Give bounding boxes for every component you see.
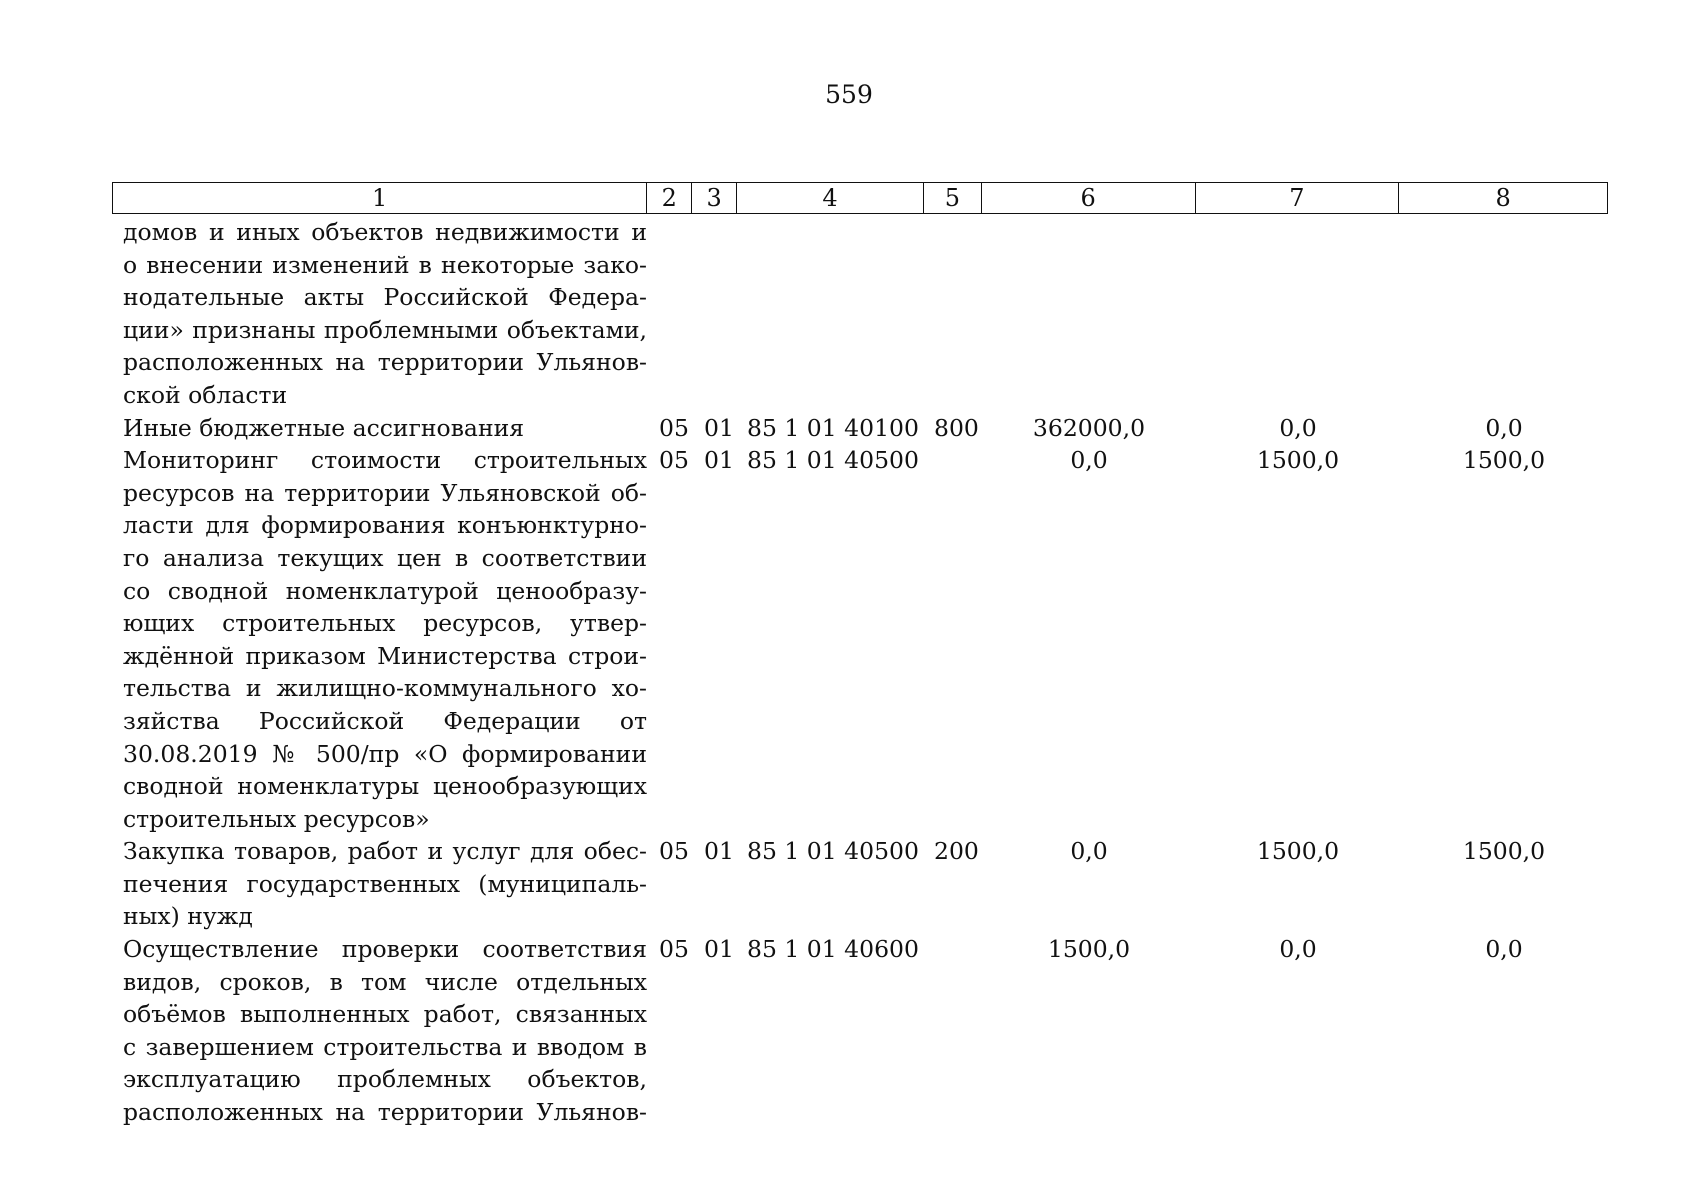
table-row [112, 835, 1608, 933]
subsection-code: 01 [704, 935, 734, 964]
expense-type-code: 200 [934, 837, 979, 866]
table-row [112, 933, 1608, 1129]
amount-col-8 [1400, 216, 1608, 412]
amount-col-8: 1500,0 [1462, 837, 1546, 866]
amount-col-7 [1196, 216, 1400, 412]
header-col-3: 3 [692, 183, 737, 213]
table-row [112, 412, 1608, 445]
description-line: ской области [123, 380, 288, 409]
section-code: 05 [659, 935, 689, 964]
description-line: ресурсов на территории Ульяновской об- [123, 478, 647, 507]
subsection-code [692, 216, 737, 412]
description-line: Закупка товаров, работ и услуг для обес- [123, 837, 647, 866]
description-line: расположенных на территории Ульянов- [123, 1098, 647, 1127]
description-line: го анализа текущих цен в соответствии [123, 543, 647, 572]
description-line: нодательные акты Российской Федера- [123, 283, 647, 312]
amount-col-6 [982, 216, 1196, 412]
description-line: объёмов выполненных работ, связанных [123, 1000, 647, 1029]
budget-table [112, 182, 1608, 1129]
amount-col-8: 0,0 [1485, 935, 1523, 964]
subsection-code: 01 [704, 446, 734, 475]
description-line: строительных ресурсов» [123, 804, 430, 833]
description-line: зяйства Российской Федерации от [123, 706, 647, 735]
target-article-code: 85 1 01 40100 [747, 413, 919, 442]
description-line: Осуществление проверки соответствия [123, 935, 647, 964]
subsection-code: 01 [704, 837, 734, 866]
description-line: домов и иных объектов недвижимости и [123, 218, 647, 246]
table-body [112, 216, 1608, 1129]
section-code: 05 [659, 413, 689, 442]
row-description [112, 216, 647, 412]
target-article-code: 85 1 01 40600 [747, 935, 919, 964]
amount-col-6: 0,0 [1070, 446, 1108, 475]
expense-type-code: 800 [934, 413, 979, 442]
description-line: расположенных на территории Ульянов- [123, 348, 647, 377]
header-col-7: 7 [1196, 183, 1400, 213]
expense-type-code [924, 216, 982, 412]
description-line: ции» признаны проблемными объектами, [123, 315, 647, 344]
amount-col-6: 0,0 [1070, 837, 1108, 866]
target-article-code: 85 1 01 40500 [747, 446, 919, 475]
section-code [647, 216, 692, 412]
description-line: со сводной номенклатурой ценообразу- [123, 576, 647, 605]
table-row [112, 216, 1608, 412]
description-line: ных) нужд [123, 902, 253, 931]
header-col-4: 4 [737, 183, 924, 213]
description-line: Мониторинг стоимости строительных [123, 446, 647, 475]
amount-col-8: 1500,0 [1462, 446, 1546, 475]
target-article-code [737, 216, 924, 412]
row-description [112, 444, 647, 835]
header-col-6: 6 [982, 183, 1196, 213]
amount-col-7: 0,0 [1279, 413, 1317, 442]
description-line: тельства и жилищно-коммунального хо- [123, 674, 647, 703]
row-description [112, 835, 647, 933]
description-line: эксплуатацию проблемных объектов, [123, 1065, 647, 1094]
description-line: о внесении изменений в некоторые зако- [123, 250, 647, 279]
section-code: 05 [659, 446, 689, 475]
description-line: 30.08.2019 № 500/пр «О формировании [123, 739, 647, 768]
header-col-5: 5 [924, 183, 982, 213]
table-row [112, 444, 1608, 835]
expense-type-code [924, 444, 982, 835]
amount-col-6: 362000,0 [1032, 413, 1146, 442]
section-code: 05 [659, 837, 689, 866]
expense-type-code [924, 933, 982, 1129]
table-header-row [112, 182, 1608, 214]
amount-col-8: 0,0 [1485, 413, 1523, 442]
description-line: сводной номенклатуры ценообразующих [123, 772, 647, 801]
description-line: ждённой приказом Министерства строи- [123, 641, 647, 670]
header-col-2: 2 [647, 183, 692, 213]
description-line: Иные бюджетные ассигнования [123, 413, 525, 442]
amount-col-7: 1500,0 [1256, 446, 1340, 475]
description-line: с завершением строительства и вводом в [123, 1032, 647, 1061]
amount-col-6: 1500,0 [1047, 935, 1131, 964]
amount-col-7: 0,0 [1279, 935, 1317, 964]
description-line: ласти для формирования конъюнктурно- [123, 511, 647, 540]
header-col-1: 1 [113, 183, 647, 213]
header-col-8: 8 [1495, 184, 1511, 212]
target-article-code: 85 1 01 40500 [747, 837, 919, 866]
description-line: печения государственных (муниципаль- [123, 869, 647, 898]
subsection-code: 01 [704, 413, 734, 442]
row-description [112, 933, 647, 1129]
description-line: видов, сроков, в том числе отдельных [123, 967, 647, 996]
description-line: ющих строительных ресурсов, утвер- [123, 609, 647, 638]
amount-col-7: 1500,0 [1256, 837, 1340, 866]
row-description [112, 412, 647, 445]
page-number: 559 [825, 80, 873, 109]
